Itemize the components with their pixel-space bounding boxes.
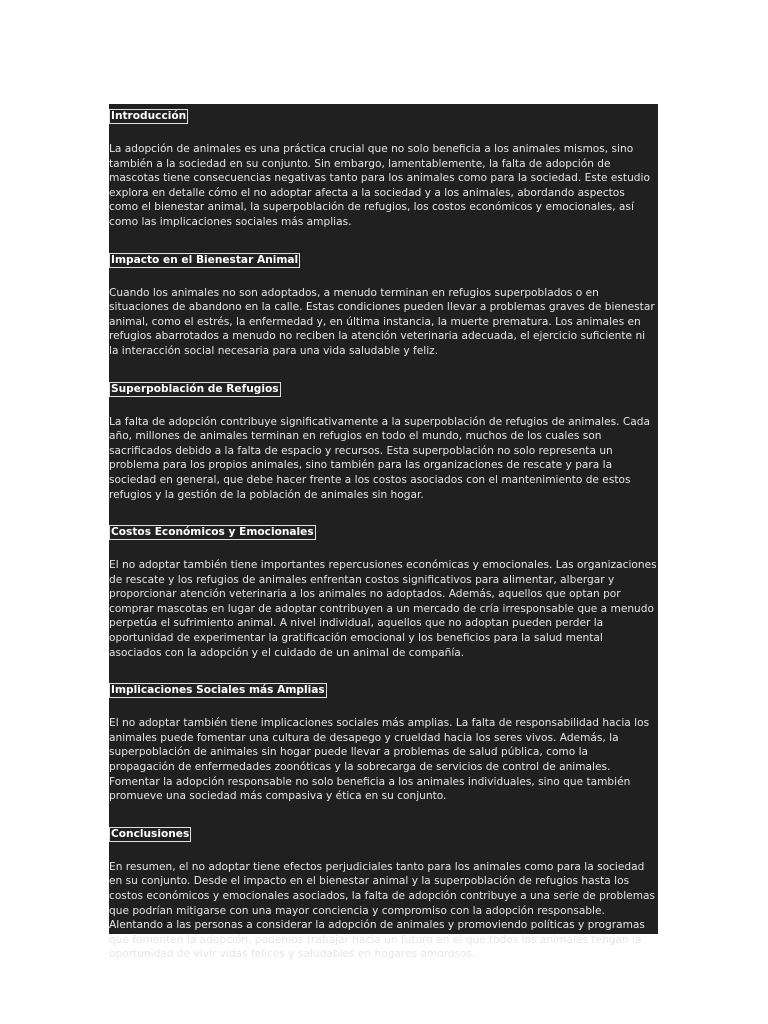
- section-heading: Conclusiones: [111, 827, 190, 840]
- section-heading: Superpoblación de Refugios: [111, 382, 279, 395]
- section-body: El no adoptar también tiene implicaciones sociales más amplias. La falta de responsabilidad hacia los animales puede fomentar una cultura de desapego y crueldad hacia los seres vivos. Además, la superpoblación de animales sin hogar puede llevar a problemas de salud pública, como la propagación de enfermedades zoonóticas y la sobrecarga de servicios de control de animales. Fomentar la adopción responsable no solo beneficia a los animales individuales, sino que también promueve una sociedad más compasiva y ética en su conjunto.: [109, 717, 650, 803]
- section-heading: Impacto en el Bienestar Animal: [111, 253, 299, 266]
- section-conclusiones: [109, 822, 658, 962]
- section-bienestar-animal: [109, 248, 658, 359]
- section-body: La falta de adopción contribuye significativamente a la superpoblación de refugios de animales. Cada año, millones de animales terminan en refugios en todo el mundo, muchos de los cuales son sacrificados debido a la falta de espacio y recursos. Esta superpoblación no solo representa un problema para los propios animales, sino también para las organizaciones de rescate y para la sociedad en general, que debe hacer frente a los costos asociados con el mantenimiento de estos refugios y la gestión de la población de animales sin hogar.: [109, 415, 650, 501]
- section-body: La adopción de animales es una práctica crucial que no solo beneficia a los animales mismos, sino también a la sociedad en su conjunto. Sin embargo, lamentablemente, la falta de adopción de mascotas tiene consecuencias negativas tanto para los animales como para la sociedad. Este estudio explora en detalle cómo el no adoptar afecta a la sociedad y a los animales, abordando aspectos como el bienestar animal, la superpoblación de refugios, los costos económicos y emocionales, así como las implicaciones sociales más amplias.: [109, 143, 650, 228]
- section-body: En resumen, el no adoptar tiene efectos perjudiciales tanto para los animales como para la sociedad en su conjunto. Desde el impacto en el bienestar animal y la superpoblación de refugios hasta los costos económicos y emocionales asociados, la falta de adopción contribuye a una serie de problemas que podrían mitigarse con una mayor conciencia y compromiso con la adopción responsable. Alentando a las personas a considerar la adopción de animales y promoviendo políticas y programas que fomenten la adopción, podemos trabajar hacia un futuro en el que todos los animales tengan la oportunidad de vivir vidas felices y saludables en hogares amorosos.: [109, 860, 656, 961]
- section-implicaciones: [109, 678, 658, 804]
- section-costos: [109, 520, 658, 660]
- section-introduccion: [109, 104, 658, 230]
- section-heading: Costos Económicos y Emocionales: [111, 526, 314, 539]
- section-heading: Introducción: [111, 110, 187, 122]
- section-heading: Implicaciones Sociales más Amplias: [111, 684, 325, 697]
- section-body: El no adoptar también tiene importantes repercusiones económicas y emocionales. Las organizaciones de rescate y los refugios de animales enfrentan costos significativos para alimentar, albergar y proporcionar atención veterinaria a los animales no adoptados. Además, aquellos que optan por comprar mascotas en lugar de adoptar contribuyen a un mercado de cría irresponsable que a menudo perpetúa el sufrimiento animal. A nivel individual, aquellos que no adoptan pueden perder la oportunidad de experimentar la gratificación emocional y los beneficios para la salud mental asociados con la adopción y el cuidado de un animal de compañía.: [109, 559, 657, 659]
- document-page: [109, 104, 658, 961]
- section-superpoblacion: [109, 377, 658, 503]
- section-body: Cuando los animales no son adoptados, a menudo terminan en refugios superpoblados o en situaciones de abandono en la calle. Estas condiciones pueden llevar a problemas graves de bienestar animal, como el estrés, la enfermedad y, en última instancia, la muerte prematura. Los animales en refugios abarrotados a menudo no reciben la atención veterinaria adecuada, el ejercicio suficiente ni la interacción social necesaria para una vida saludable y feliz.: [109, 286, 655, 357]
